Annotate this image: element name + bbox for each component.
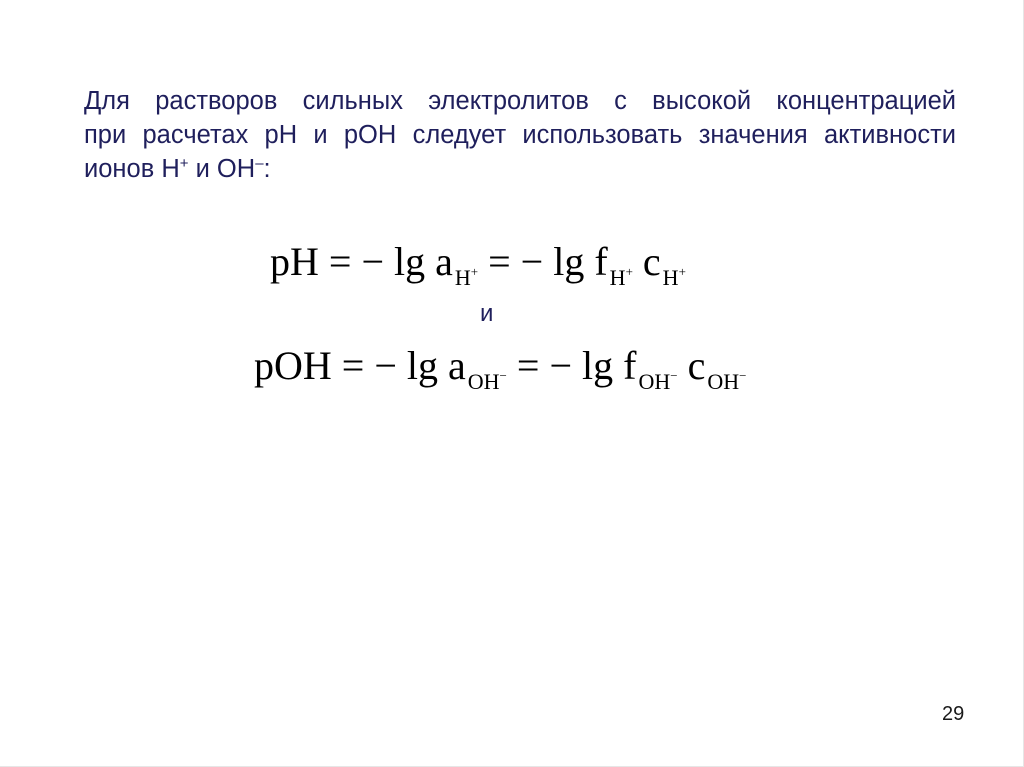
- poh-sub-coefficient: [638, 369, 677, 394]
- poh-sub-concentration: [707, 369, 746, 394]
- ph-sub-coefficient-charge: +: [625, 264, 633, 279]
- poh-sub-activity-charge: −: [499, 368, 507, 383]
- poh-eq1: = − lg a: [331, 343, 466, 388]
- poh-formula: [254, 342, 747, 394]
- ph-sub-concentration-ion: H: [662, 265, 679, 290]
- poh-sub-coefficient-charge: −: [670, 368, 678, 383]
- poh-sub-coefficient-ion: OH: [638, 369, 671, 394]
- page-number: 29: [942, 703, 965, 725]
- h-plus-sup: +: [179, 155, 189, 172]
- ph-formula: [270, 238, 686, 290]
- poh-sub-activity-ion: OH: [467, 369, 500, 394]
- ph-sub-activity: [455, 265, 478, 290]
- ph-sub-coefficient: [610, 265, 633, 290]
- ph-eq2: = − lg f: [478, 239, 608, 284]
- conjunction: и: [480, 300, 494, 327]
- body-paragraph: [84, 84, 956, 186]
- paragraph-line-3-prefix: ионов H: [84, 155, 180, 183]
- ph-sub-activity-ion: H: [454, 265, 471, 290]
- ph-sub-coefficient-ion: H: [609, 265, 626, 290]
- ph-sub-concentration-charge: +: [678, 264, 686, 279]
- poh-c: c: [677, 343, 706, 388]
- poh-lhs: pOH: [254, 343, 332, 388]
- paragraph-line-3-mid: и OH: [188, 155, 256, 183]
- ph-sub-concentration: [663, 265, 686, 290]
- oh-minus-sup: –: [255, 155, 264, 172]
- poh-sub-concentration-charge: −: [739, 368, 747, 383]
- poh-eq2: = − lg f: [506, 343, 637, 388]
- ph-sub-activity-charge: +: [470, 264, 479, 279]
- paragraph-line-1: [84, 84, 956, 118]
- ph-eq1: = − lg a: [318, 239, 453, 284]
- paragraph-line-3: [84, 152, 956, 186]
- ph-c: c: [632, 239, 661, 284]
- paragraph-line-1-text: Для растворов сильных электролитов с высокой концентрацией: [84, 87, 956, 115]
- paragraph-line-2: при расчетах pH и pOH следует использовать значения активности: [84, 121, 956, 149]
- paragraph-line-3-suffix: :: [263, 155, 271, 183]
- poh-sub-concentration-ion: OH: [707, 369, 740, 394]
- poh-sub-activity: [468, 369, 507, 394]
- ph-lhs: pH: [270, 239, 319, 284]
